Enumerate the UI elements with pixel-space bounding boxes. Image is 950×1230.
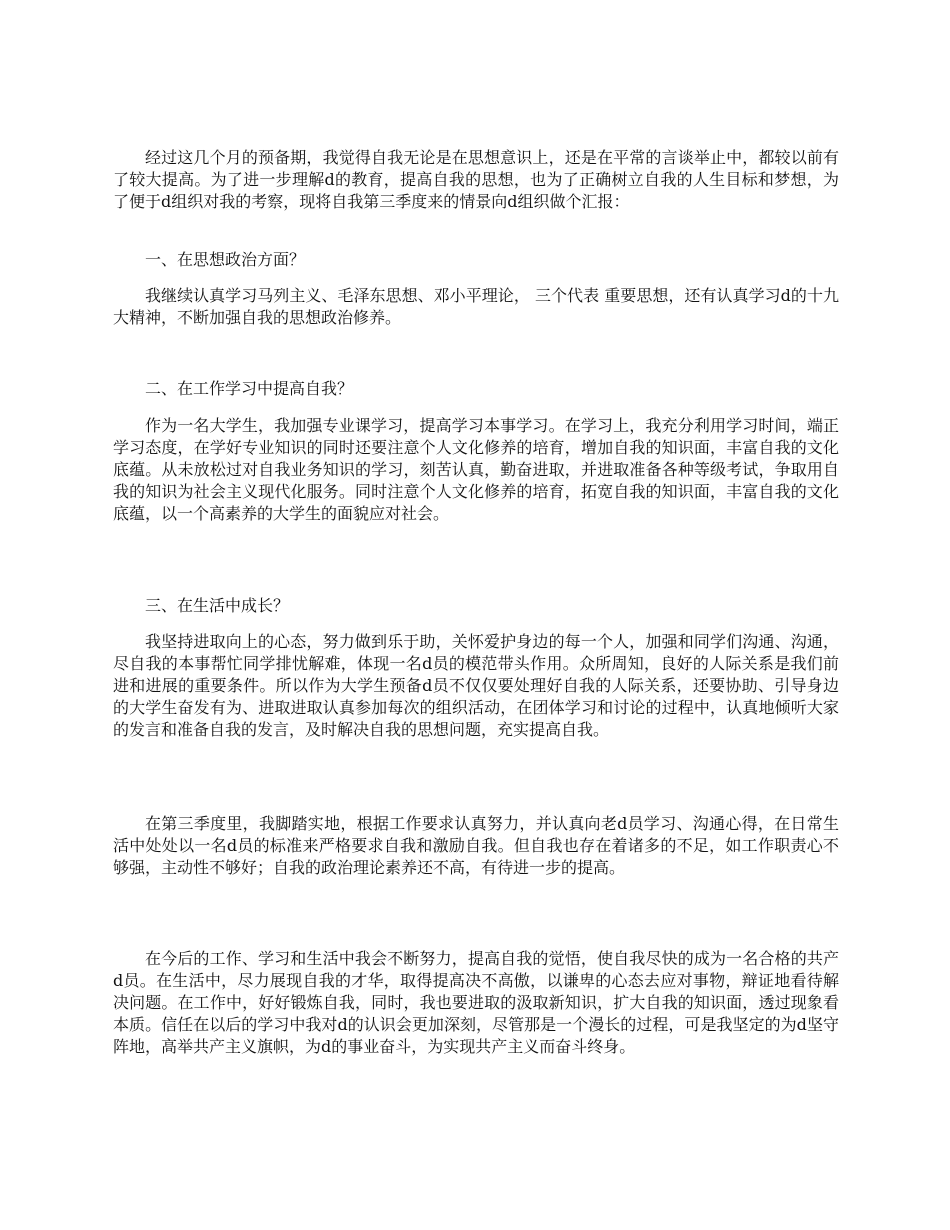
section-heading-life: 三、在生活中成长？	[145, 596, 290, 615]
life-paragraph: 我坚持进取向上的心态，努力做到乐于助，关怀爱护身边的每一个人，加强和同学们沟通、沟通，尽自我的本事帮忙同学排忧解难，体现一名d员的模范带头作用。众所周知，良好的人际关系是我们前进和进展的重要条件。所以作为大学生预备d员不仅仅要处理好自我的人际关系，还要协助、引导身边的大学生奋发有为、进取进取认真参加每次的组织活动，在团体学习和讨论的过程中，认真地倾听大家的发言和准备自我的发言，及时解决自我的思想问题，充实提高自我。	[113, 632, 839, 739]
future-plan-paragraph: 在今后的工作、学习和生活中我会不断努力，提高自我的觉悟，使自我尽快的成为一名合格的共产d员。在生活中，尽力展现自我的才华，取得提高决不高傲，以谦卑的心态去应对事物，辩证地看待解决问题。在工作中，好好锻炼自我，同时，我也要进取的汲取新知识，扩大自我的知识面，透过现象看本质。信任在以后的学习中我对d的认识会更加深刻，尽管那是一个漫长的过程，可是我坚定的为d坚守阵地，高举共产主义旗帜，为d的事业奋斗，为实现共产主义而奋斗终身。	[113, 949, 839, 1056]
self-assessment-paragraph: 在第三季度里，我脚踏实地，根据工作要求认真努力，并认真向老d员学习、沟通心得，在日常生活中处处以一名d员的标准来严格要求自我和激励自我。但自我也存在着诸多的不足，如工作职责心不够强，主动性不够好；自我的政治理论素养还不高，有待进一步的提高。	[113, 814, 839, 877]
section-heading-study: 二、在工作学习中提高自我？	[145, 379, 354, 398]
politics-paragraph: 我继续认真学习马列主义、毛泽东思想、邓小平理论， 三个代表 重要思想，还有认真学习d的十九大精神，不断加强自我的思想政治修养。	[113, 286, 839, 327]
study-paragraph: 作为一名大学生，我加强专业课学习，提高学习本事学习。在学习上，我充分利用学习时间，端正学习态度，在学好专业知识的同时还要注意个人文化修养的培育，增加自我的知识面，丰富自我的文化底蕴。从未放松过对自我业务知识的学习，刻苦认真，勤奋进取，并进取准备各种等级考试，争取用自我的知识为社会主义现代化服务。同时注意个人文化修养的培育，拓宽自我的知识面，丰富自我的文化底蕴，以一个高素养的大学生的面貌应对社会。	[113, 416, 839, 523]
intro-paragraph: 经过这几个月的预备期，我觉得自我无论是在思想意识上，还是在平常的言谈举止中，都较以前有了较大提高。为了进一步理解d的教育，提高自我的思想，也为了正确树立自我的人生目标和梦想，为了便于d组织对我的考察，现将自我第三季度来的情景向d组织做个汇报：	[113, 148, 839, 211]
section-heading-politics: 一、在思想政治方面？	[145, 250, 306, 269]
